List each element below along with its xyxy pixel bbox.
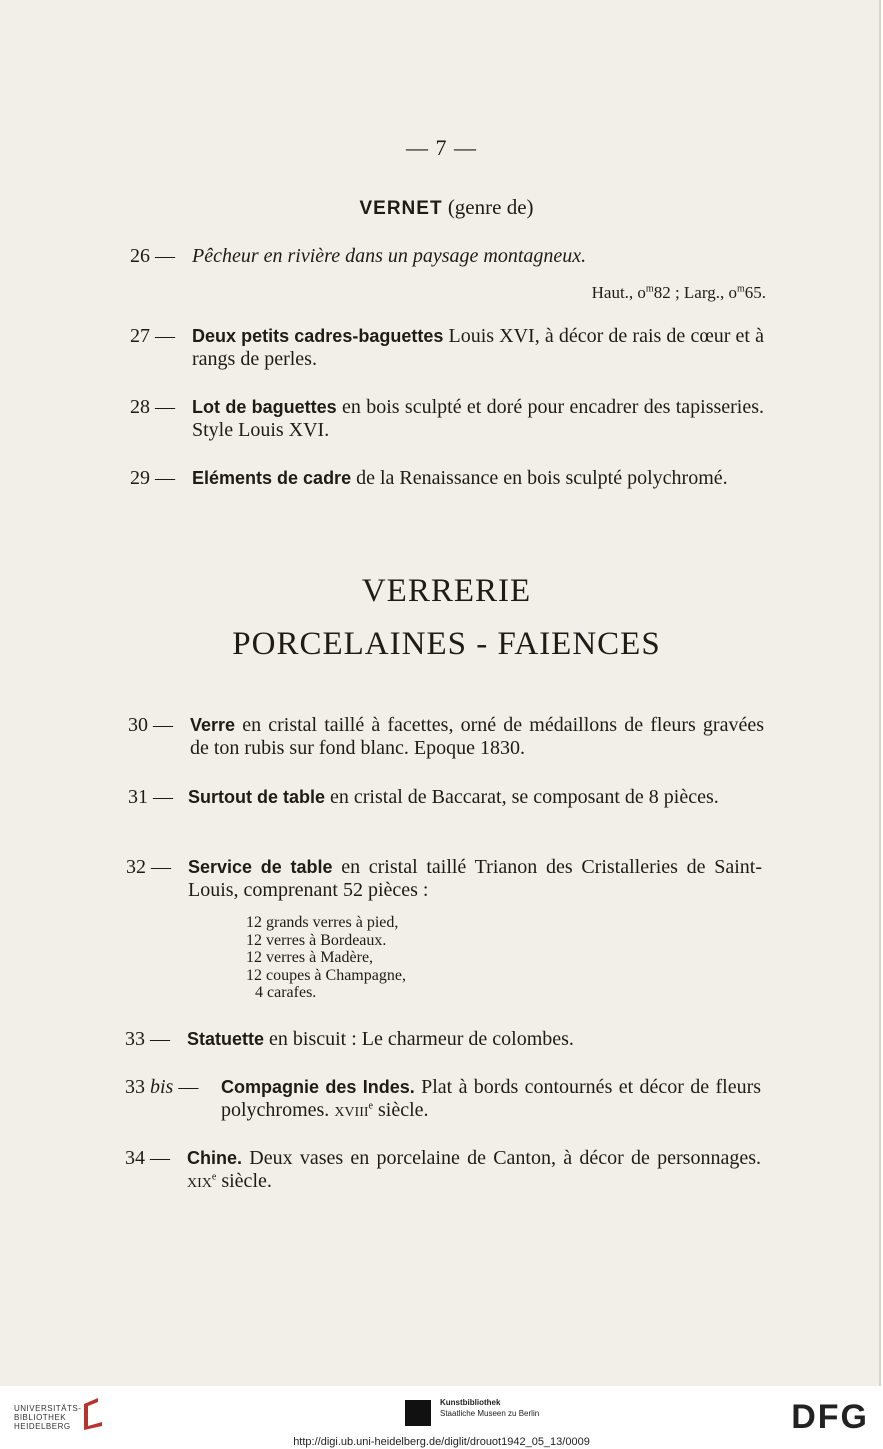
lot-30 <box>128 714 768 764</box>
lot-text: Louis XVI, à décor de rais de cœur et à rangs de perles. <box>192 325 764 370</box>
lot-text: en bois sculpté et doré pour encadrer des tapisseries. Style Louis XVI. <box>192 396 765 441</box>
lot-description <box>188 856 762 902</box>
lot-description <box>187 1147 761 1193</box>
service-items-list <box>246 914 506 1002</box>
lot-number: 33 — <box>125 1028 170 1050</box>
lot-description <box>192 396 764 442</box>
lot-31 <box>128 786 768 836</box>
artist-note: (genre de) <box>447 195 534 219</box>
lot-number: 31 — <box>128 786 173 808</box>
lot-title: Verre <box>190 715 236 735</box>
list-item: 12 verres à Madère, <box>246 949 374 966</box>
lot-text: de la Renaissance en bois sculpté polychromé. <box>356 467 728 489</box>
page-number: — 7 — <box>406 135 477 160</box>
lot-29 <box>130 467 770 517</box>
lot-description <box>188 786 763 809</box>
lot-dimensions: Haut., $o^m82$ ; Larg., $o^m65$. <box>591 283 766 302</box>
list-item: 12 coupes à Champagne, <box>246 966 406 984</box>
lot-number: 30 — <box>128 714 173 736</box>
lot-title: Service de table <box>188 857 333 877</box>
lot-title: Pêcheur en rivière dans un paysage montagneux. <box>192 245 587 267</box>
lot-title: Eléments de cadre <box>192 468 352 488</box>
lot-description <box>192 467 764 490</box>
lot-number: 28 — <box>130 396 175 418</box>
lot-text: en cristal de Baccarat, se composant de 8 pièces. <box>330 786 719 808</box>
lot-description <box>192 325 764 371</box>
list-item: 4 carafes. <box>255 984 317 1001</box>
section-title-verrerie: VERRERIE <box>361 573 532 609</box>
lot-title: Surtout de table <box>188 787 326 807</box>
artist-heading <box>0 195 883 220</box>
lot-text: en cristal taillé à facettes, orné de médaillons de fleurs gravées de ton rubis sur fond blanc. Epoque 1830. <box>190 714 764 759</box>
lot-number: 33 bis — <box>125 1076 199 1098</box>
lot-title: Lot de baguettes <box>192 397 337 417</box>
lot-description <box>187 1028 761 1051</box>
lot-bis: bis <box>150 1076 174 1098</box>
library-logo-text: UNIVERSITÄTS- BIBLIOTHEK HEIDELBERG <box>14 1404 82 1431</box>
lot-26 <box>130 245 770 305</box>
lot-title: Statuette <box>187 1029 265 1049</box>
lot-text: en biscuit : Le charmeur de colombes. <box>269 1028 574 1050</box>
section-title-porcelaines: PORCELAINES - FAIENCES <box>232 626 661 662</box>
lot-title: Chine. <box>187 1148 243 1168</box>
lot-text: Plat à bords contournés et décor de fleurs polychromes. xviii$^e$ siècle. <box>221 1076 762 1121</box>
lot-description <box>221 1076 761 1122</box>
lot-number: 29 — <box>130 467 175 489</box>
dfg-logo: DFG <box>791 1398 869 1436</box>
lot-33 <box>125 1028 765 1058</box>
lot-text: en cristal taillé Trianon des Cristalleries de Saint-Louis, comprenant 52 pièces : <box>188 856 763 901</box>
lot-34 <box>125 1147 765 1197</box>
lot-title: Deux petits cadres-baguettes <box>192 326 444 346</box>
list-item: 12 grands verres à pied, <box>246 914 399 931</box>
library-logo-icon <box>80 1396 106 1432</box>
lot-27 <box>130 325 770 375</box>
lot-title: Compagnie des Indes. <box>221 1077 415 1097</box>
list-item: 12 verres à Bordeaux. <box>246 931 387 949</box>
lot-number: 32 — <box>126 856 171 878</box>
lot-text: Deux vases en porcelaine de Canton, à décor de personnages. xix$^e$ siècle. <box>187 1147 761 1192</box>
lot-number: 26 — <box>130 245 175 267</box>
artist-name: VERNET <box>359 198 443 219</box>
lot-28 <box>130 396 770 446</box>
lot-description <box>190 714 764 760</box>
lot-33-bis <box>125 1076 765 1126</box>
lot-32 <box>126 856 766 906</box>
lot-number: 27 — <box>130 325 175 347</box>
kunstbibliothek-label: Kunstbibliothek Staatliche Museen zu Berlin <box>440 1398 540 1418</box>
lot-number: 34 — <box>125 1147 170 1169</box>
kunstbibliothek-logo-icon <box>405 1400 431 1426</box>
source-url[interactable]: http://digi.ub.uni-heidelberg.de/diglit/drouot1942_05_13/0009 <box>293 1436 590 1448</box>
